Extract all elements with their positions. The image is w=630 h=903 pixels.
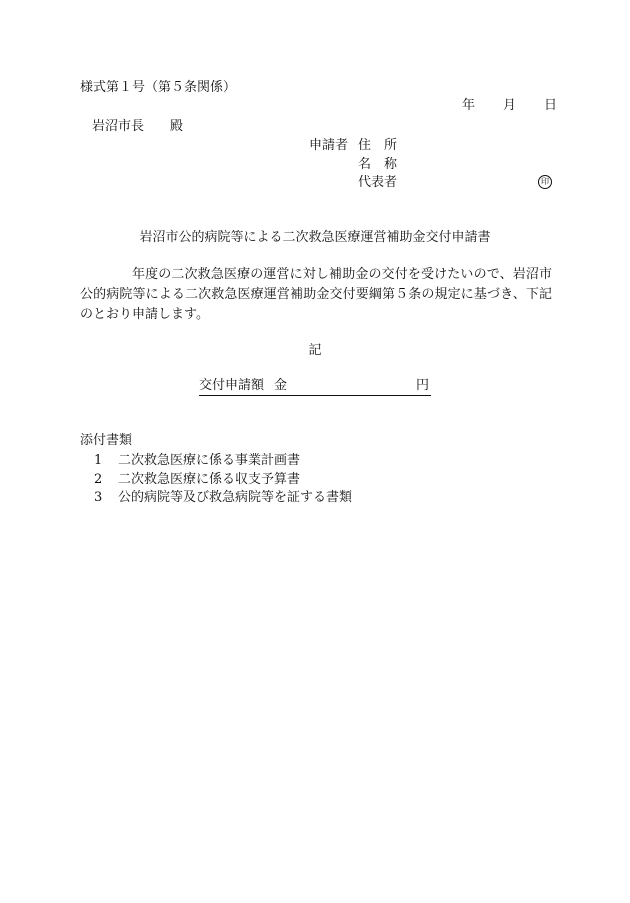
seal-mark-icon: 印 <box>538 175 552 189</box>
attachment-text: 二次救急医療に係る収支予算書 <box>118 472 301 487</box>
amount-line <box>199 378 431 396</box>
representative-label: 代表者 <box>358 175 398 190</box>
document-title: 岩沼市公的病院等による二次救急医療運営補助金交付申請書 <box>139 230 491 245</box>
attachment-number: 3 <box>94 490 103 505</box>
attachment-item <box>94 453 300 469</box>
form-number: 様式第１号（第５条関係） <box>80 80 237 95</box>
amount-gold-label: 金 <box>274 378 288 393</box>
ki-mark: 記 <box>308 343 322 358</box>
attachments-title: 添付書類 <box>80 433 133 448</box>
date-day-label: 日 <box>544 98 558 113</box>
attachment-number: 1 <box>94 453 103 468</box>
attachment-number: 2 <box>94 472 103 487</box>
addressee-name: 岩沼市長 <box>92 119 145 134</box>
name-label: 名 称 <box>358 157 398 172</box>
date-line <box>462 98 557 114</box>
address-label: 住 所 <box>358 138 398 153</box>
date-month-label: 月 <box>503 98 517 113</box>
applicant-label: 申請者 <box>309 138 349 153</box>
amount-yen-label: 円 <box>415 378 429 393</box>
body-paragraph: 年度の二次救急医療の運営に対し補助金の交付を受けたいので、岩沼市公的病院等による二次救急医療運営補助金交付要綱第５条の規定に基づき、下記のとおり申請します。 <box>80 267 552 322</box>
addressee-honorific: 殿 <box>170 119 184 134</box>
attachment-text: 二次救急医療に係る事業計画書 <box>118 453 301 468</box>
attachment-item <box>94 472 300 488</box>
addressee <box>92 119 183 135</box>
date-year-label: 年 <box>462 98 476 113</box>
amount-label: 交付申請額 <box>199 378 265 393</box>
attachment-item <box>94 490 352 506</box>
attachment-text: 公的病院等及び救急病院等を証する書類 <box>118 490 353 505</box>
